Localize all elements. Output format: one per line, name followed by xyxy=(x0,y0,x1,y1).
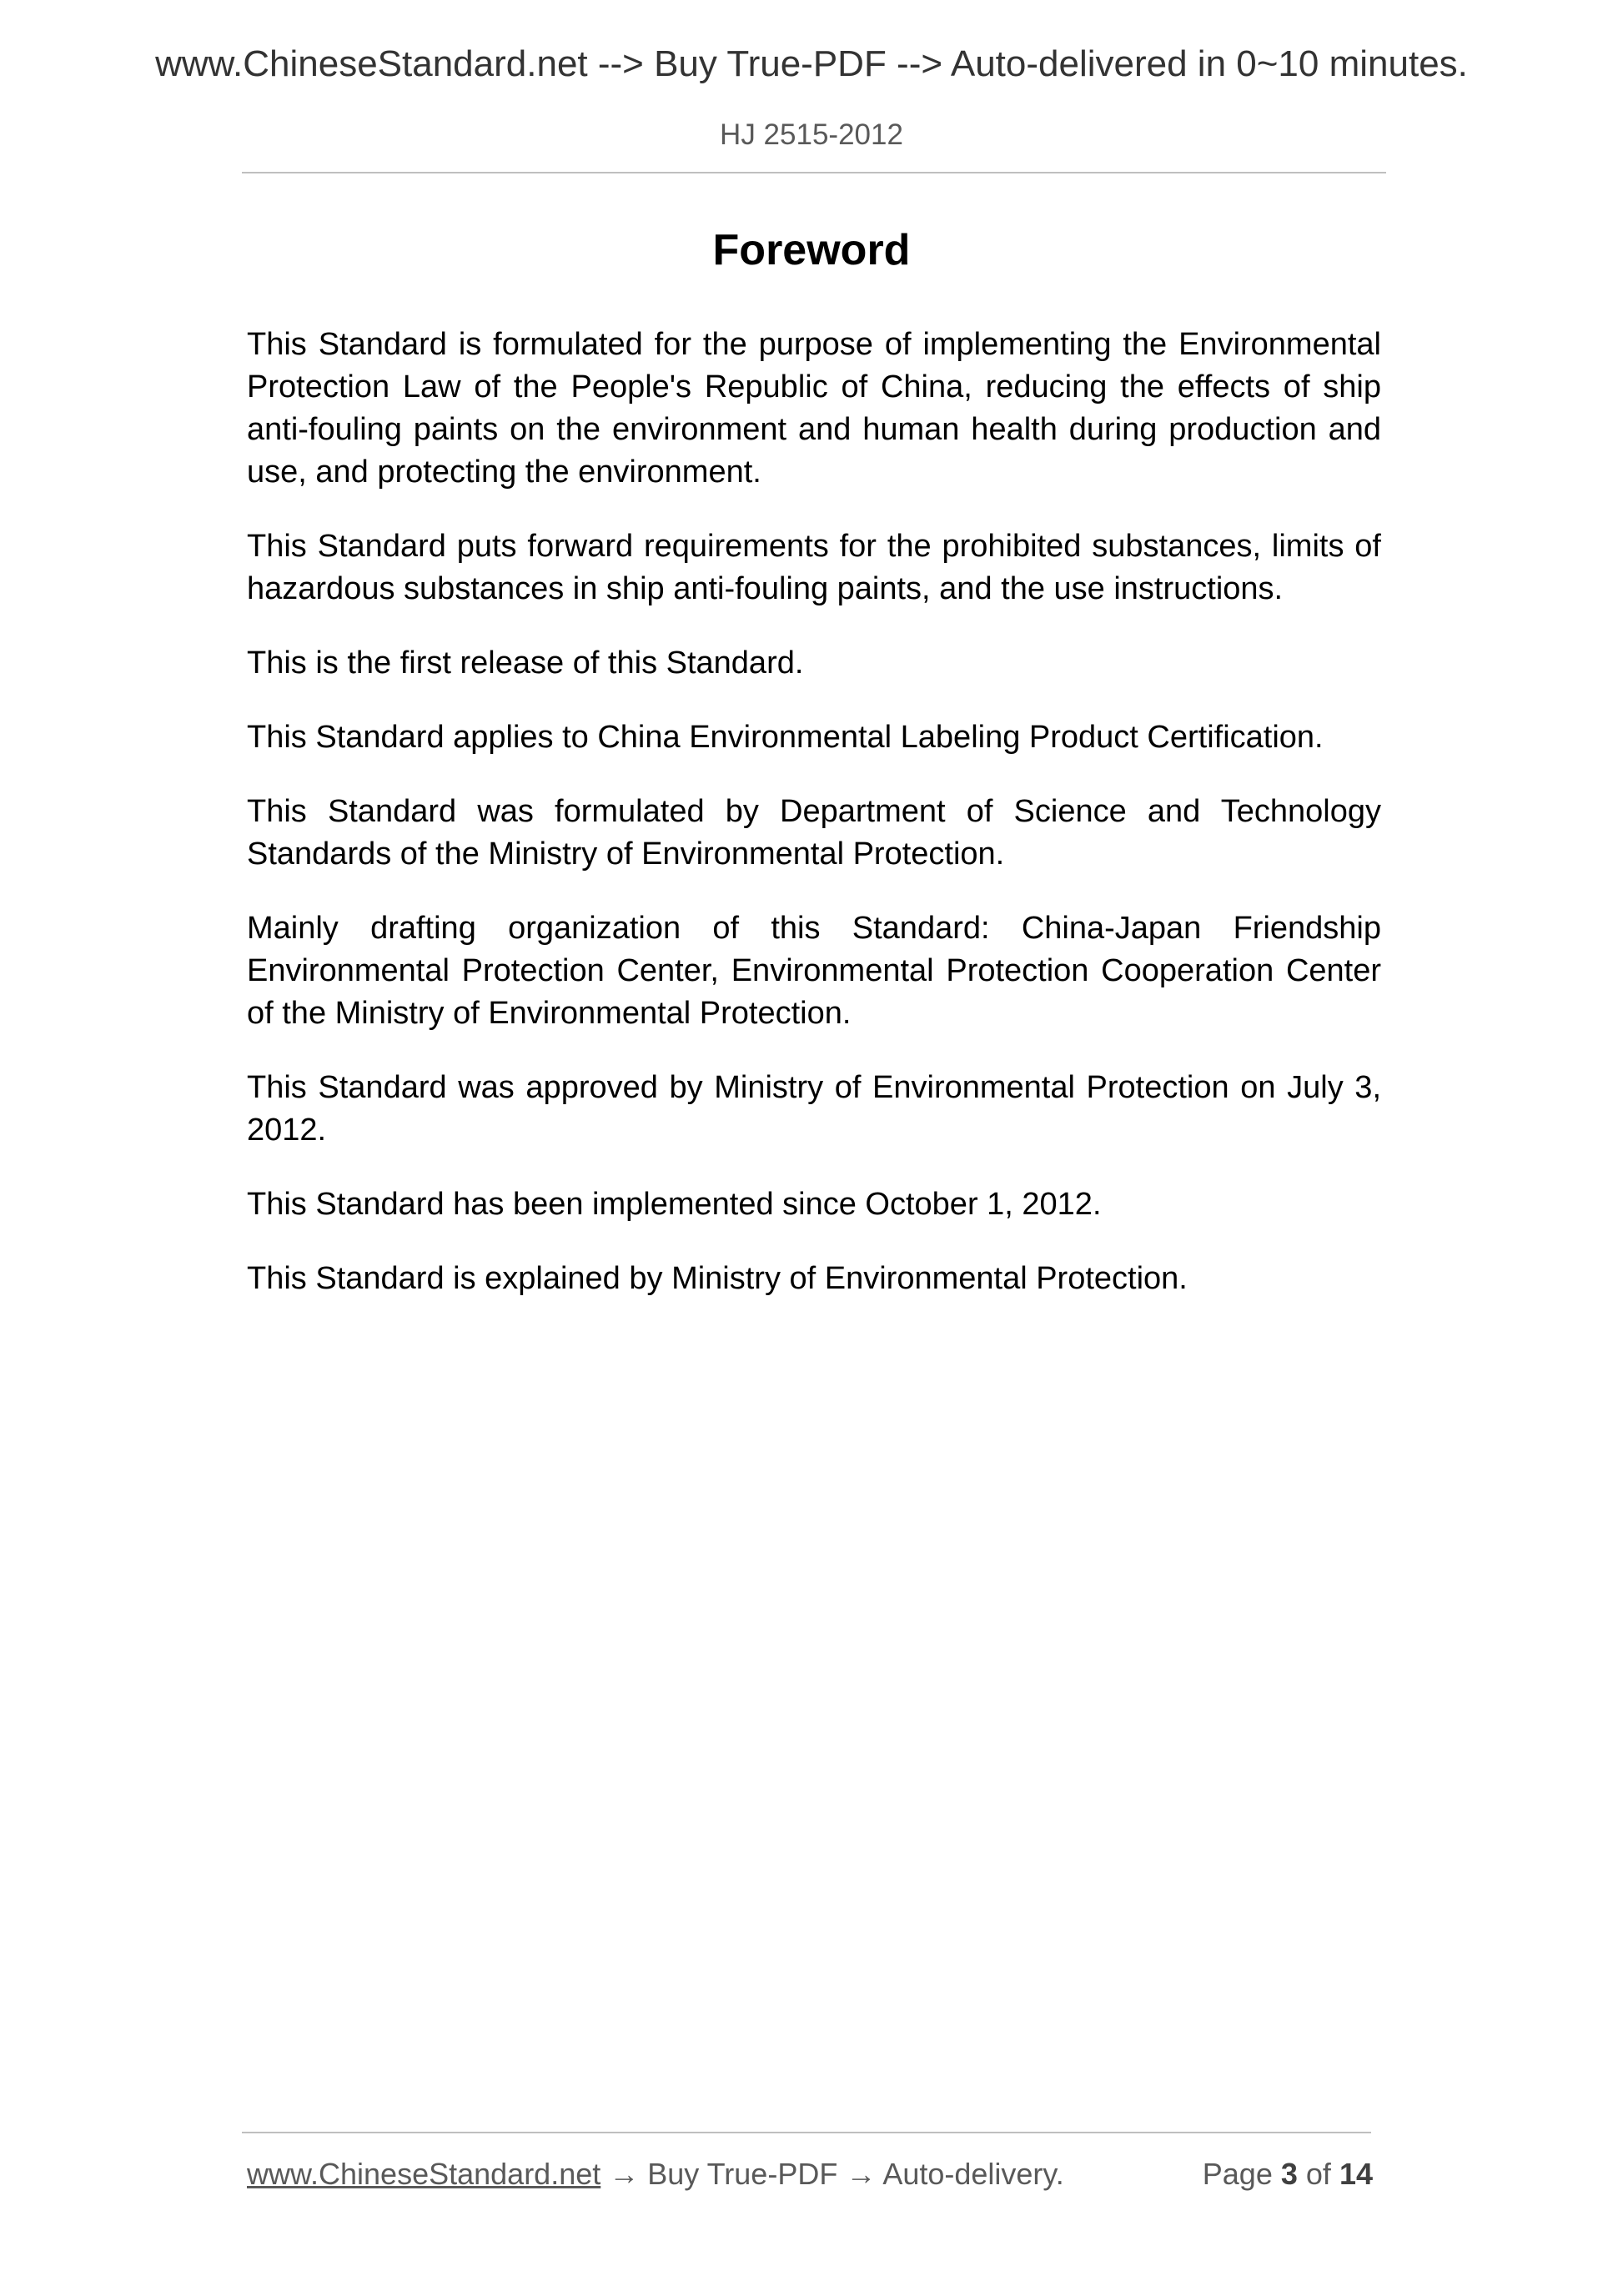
paragraph: This Standard is formulated for the purpose of implementing the Environmental Protection Law of the People's Republic of China, reducing the effects of ship anti-fouling paints on the environment and human health during production and use, and protecting the environment. xyxy=(247,327,1381,490)
foreword-body xyxy=(247,324,1381,1332)
paragraph: Mainly drafting organization of this Standard: China-Japan Friendship Environmental Protection Center, Environmental Protection Cooperation Center of the Ministry of Environmental Protection. xyxy=(247,911,1381,1031)
footer-tagline: → Buy True-PDF → Auto-delivery. xyxy=(600,2157,1064,2191)
paragraph: This Standard was formulated by Department of Science and Technology Standards of the Ministry of Environmental Protection. xyxy=(247,794,1381,872)
top-banner: www.ChineseStandard.net --> Buy True-PDF --> Auto-delivered in 0~10 minutes. xyxy=(155,43,1468,84)
page-title: Foreword xyxy=(712,226,911,274)
page-number: 3 xyxy=(1280,2157,1298,2191)
paragraph: This is the first release of this Standard. xyxy=(247,646,804,681)
paragraph: This Standard applies to China Environmental Labeling Product Certification. xyxy=(247,720,1324,755)
page-footer xyxy=(247,2157,1373,2192)
document-code: HJ 2515-2012 xyxy=(720,118,903,151)
paragraph: This Standard was approved by Ministry of Environmental Protection on July 3, 2012. xyxy=(247,1070,1381,1148)
page-total: 14 xyxy=(1339,2157,1373,2191)
header-divider xyxy=(242,172,1386,173)
website-link[interactable]: www.ChineseStandard.net xyxy=(247,2157,601,2191)
paragraph: This Standard has been implemented since October 1, 2012. xyxy=(247,1187,1102,1222)
paragraph: This Standard puts forward requirements for the prohibited substances, limits of hazardous substances in ship anti-fouling paints, and the use instructions. xyxy=(247,529,1381,606)
page-indicator xyxy=(1203,2157,1373,2192)
footer-divider xyxy=(242,2132,1371,2133)
of-label: of xyxy=(1305,2157,1331,2191)
paragraph: This Standard is explained by Ministry of Environmental Protection. xyxy=(247,1261,1188,1296)
page-label: Page xyxy=(1202,2157,1273,2191)
